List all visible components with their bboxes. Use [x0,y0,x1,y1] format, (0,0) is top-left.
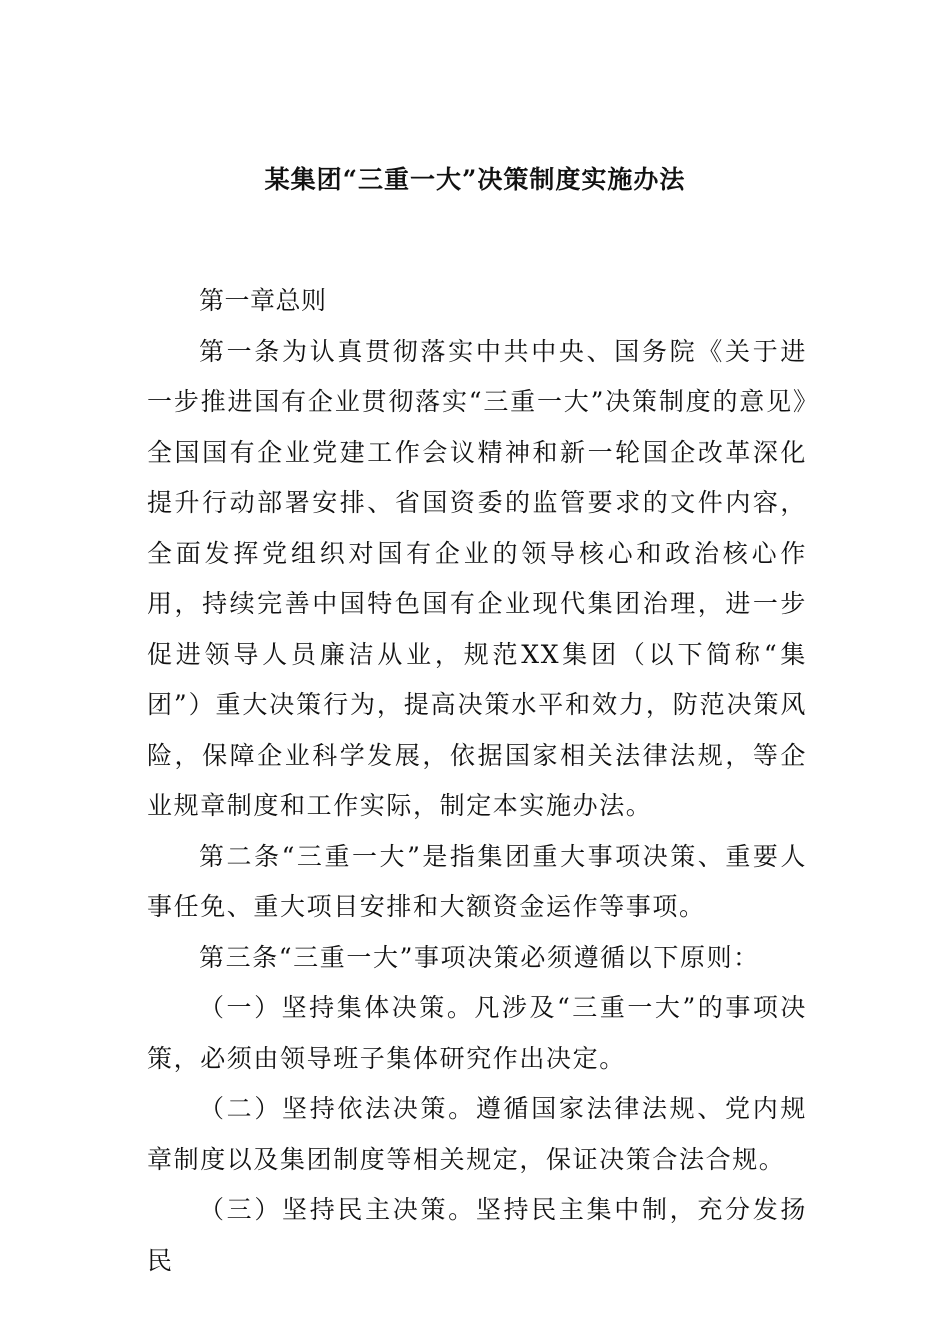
principle-1-paragraph: （一）坚持集体决策。凡涉及“三重一大”的事项决策，必须由领导班子集体研究作出决定。 [147,993,807,1073]
chapter-heading: 第一章总则 [199,286,327,315]
article-1-paragraph: 第一条为认真贯彻落实中共中央、国务院《关于进一步推进国有企业贯彻落实“三重一大”决策制度的意见》全国国有企业党建工作会议精神和新一轮国企改革深化提升行动部署安排、省国资委的监管要求的文件内容，全面发挥党组织对国有企业的领导核心和政治核心作用，持续完善中国特色国有企业现代集团治理，进一步促进领导人员廉洁从业，规范XX集团（以下简称“集团”）重大决策行为，提高决策水平和效力，防范决策风险，保障企业科学发展，依据国家相关法律法规，等企业规章制度和工作实际，制定本实施办法。 [147,336,807,820]
article-3-paragraph: 第三条“三重一大”事项决策必须遵循以下原则： [199,942,760,972]
document-title: 某集团“三重一大”决策制度实施办法 [264,165,686,194]
principle-3-paragraph: （三）坚持民主决策。坚持民主集中制，充分发扬民 [147,1195,807,1275]
article-2-paragraph: 第二条“三重一大”是指集团重大事项决策、重要人事任免、重大项目安排和大额资金运作等事项。 [147,841,807,921]
principle-2-paragraph: （二）坚持依法决策。遵循国家法律法规、党内规章制度以及集团制度等相关规定，保证决策合法合规。 [147,1094,807,1174]
document-body [147,276,807,1286]
